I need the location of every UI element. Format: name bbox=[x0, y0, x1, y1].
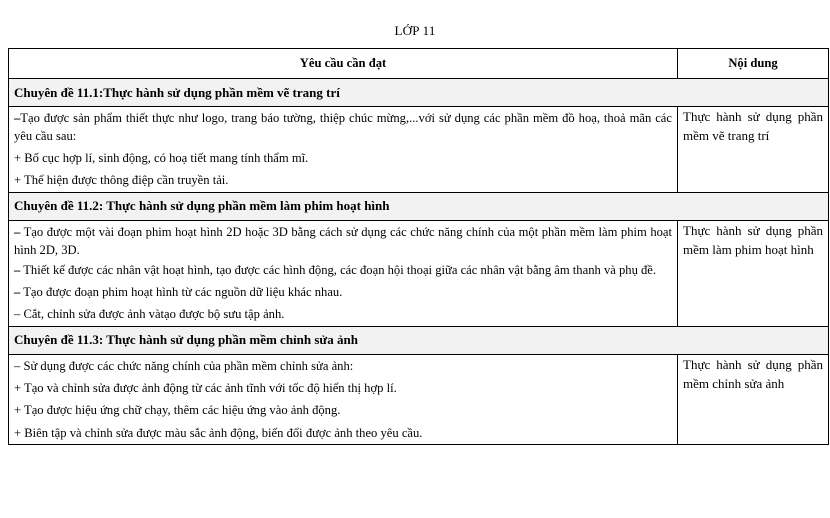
table-header-row bbox=[9, 49, 829, 79]
topic-heading: Chuyên đề 11.1:Thực hành sử dụng phần mềm vẽ trang trí bbox=[9, 79, 829, 107]
requirement-item bbox=[14, 223, 672, 259]
topic-body-row bbox=[9, 354, 829, 445]
dash-marker: – bbox=[14, 111, 21, 125]
dash-marker: – bbox=[14, 284, 21, 299]
requirement-item: + Bố cục hợp lí, sinh động, có hoạ tiết mang tính thẩm mĩ. bbox=[14, 151, 309, 165]
requirement-text: Thiết kế được các nhân vật hoạt hình, tạo được các hình động, các đoạn hội thoại giữa các nhân vật bằng âm thanh và phụ đề. bbox=[20, 262, 657, 277]
requirement-item: + Biên tập và chỉnh sửa được màu sắc ảnh động, biến đổi được ảnh theo yêu cầu. bbox=[14, 425, 423, 440]
requirement-item: + Thể hiện được thông điệp cần truyền tải. bbox=[14, 173, 229, 188]
requirement-item bbox=[14, 261, 672, 279]
header-content: Nội dung bbox=[678, 49, 829, 79]
content-cell bbox=[678, 354, 829, 445]
dash-marker: – bbox=[14, 224, 21, 239]
requirement-item bbox=[14, 109, 672, 145]
header-requirements: Yêu cầu cần đạt bbox=[9, 49, 678, 79]
topic-body-row bbox=[9, 220, 829, 326]
requirement-text: Tạo được đoạn phim hoạt hình từ các nguồn dữ liệu khác nhau. bbox=[20, 284, 343, 299]
topic-heading: Chuyên đề 11.3: Thực hành sử dụng phần mềm chỉnh sửa ảnh bbox=[9, 326, 829, 354]
requirement-item bbox=[14, 281, 672, 303]
requirements-cell bbox=[9, 107, 678, 193]
page-title: LỚP 11 bbox=[394, 23, 436, 38]
content-text: Thực hành sử dụng phần mềm làm phim hoạt hình bbox=[683, 222, 823, 257]
topic-heading: Chuyên đề 11.2: Thực hành sử dụng phần mềm làm phim hoạt hình bbox=[9, 192, 829, 220]
requirements-cell bbox=[9, 220, 678, 326]
dash-marker: – bbox=[14, 262, 21, 277]
content-cell bbox=[678, 107, 829, 193]
requirement-item: – Sử dụng được các chức năng chính của phần mềm chỉnh sửa ảnh: bbox=[14, 358, 354, 373]
topic-body-row bbox=[9, 107, 829, 193]
content-text: Thực hành sử dụng phần mềm chỉnh sửa ảnh bbox=[683, 356, 823, 391]
content-text: Thực hành sử dụng phần mềm vẽ trang trí bbox=[683, 109, 823, 143]
requirement-item: + Tạo được hiệu ứng chữ chạy, thêm các hiệu ứng vào ảnh động. bbox=[14, 403, 341, 418]
requirement-item: + Tạo và chỉnh sửa được ảnh động từ các ảnh tĩnh với tốc độ hiển thị hợp lí. bbox=[14, 381, 397, 396]
topic-heading-row bbox=[9, 79, 829, 107]
topic-heading-row bbox=[9, 192, 829, 220]
requirement-item: – Cắt, chỉnh sửa được ảnh vàtạo được bộ sưu tập ảnh. bbox=[14, 307, 285, 322]
requirement-text: Tạo được một vài đoạn phim hoạt hình 2D hoặc 3D bằng cách sử dụng các chức năng chính của một phần mềm làm phim hoạt hình 2D, 3D. bbox=[14, 224, 672, 257]
content-cell bbox=[678, 220, 829, 326]
requirement-text: Tạo được sản phẩm thiết thực như logo, trang báo tường, thiệp chúc mừng,...với sử dụng các phần mềm đồ hoạ, thoả mãn các yêu cầu sau: bbox=[14, 111, 672, 143]
topic-heading-row bbox=[9, 326, 829, 354]
requirements-cell bbox=[9, 354, 678, 445]
curriculum-table bbox=[8, 48, 829, 445]
